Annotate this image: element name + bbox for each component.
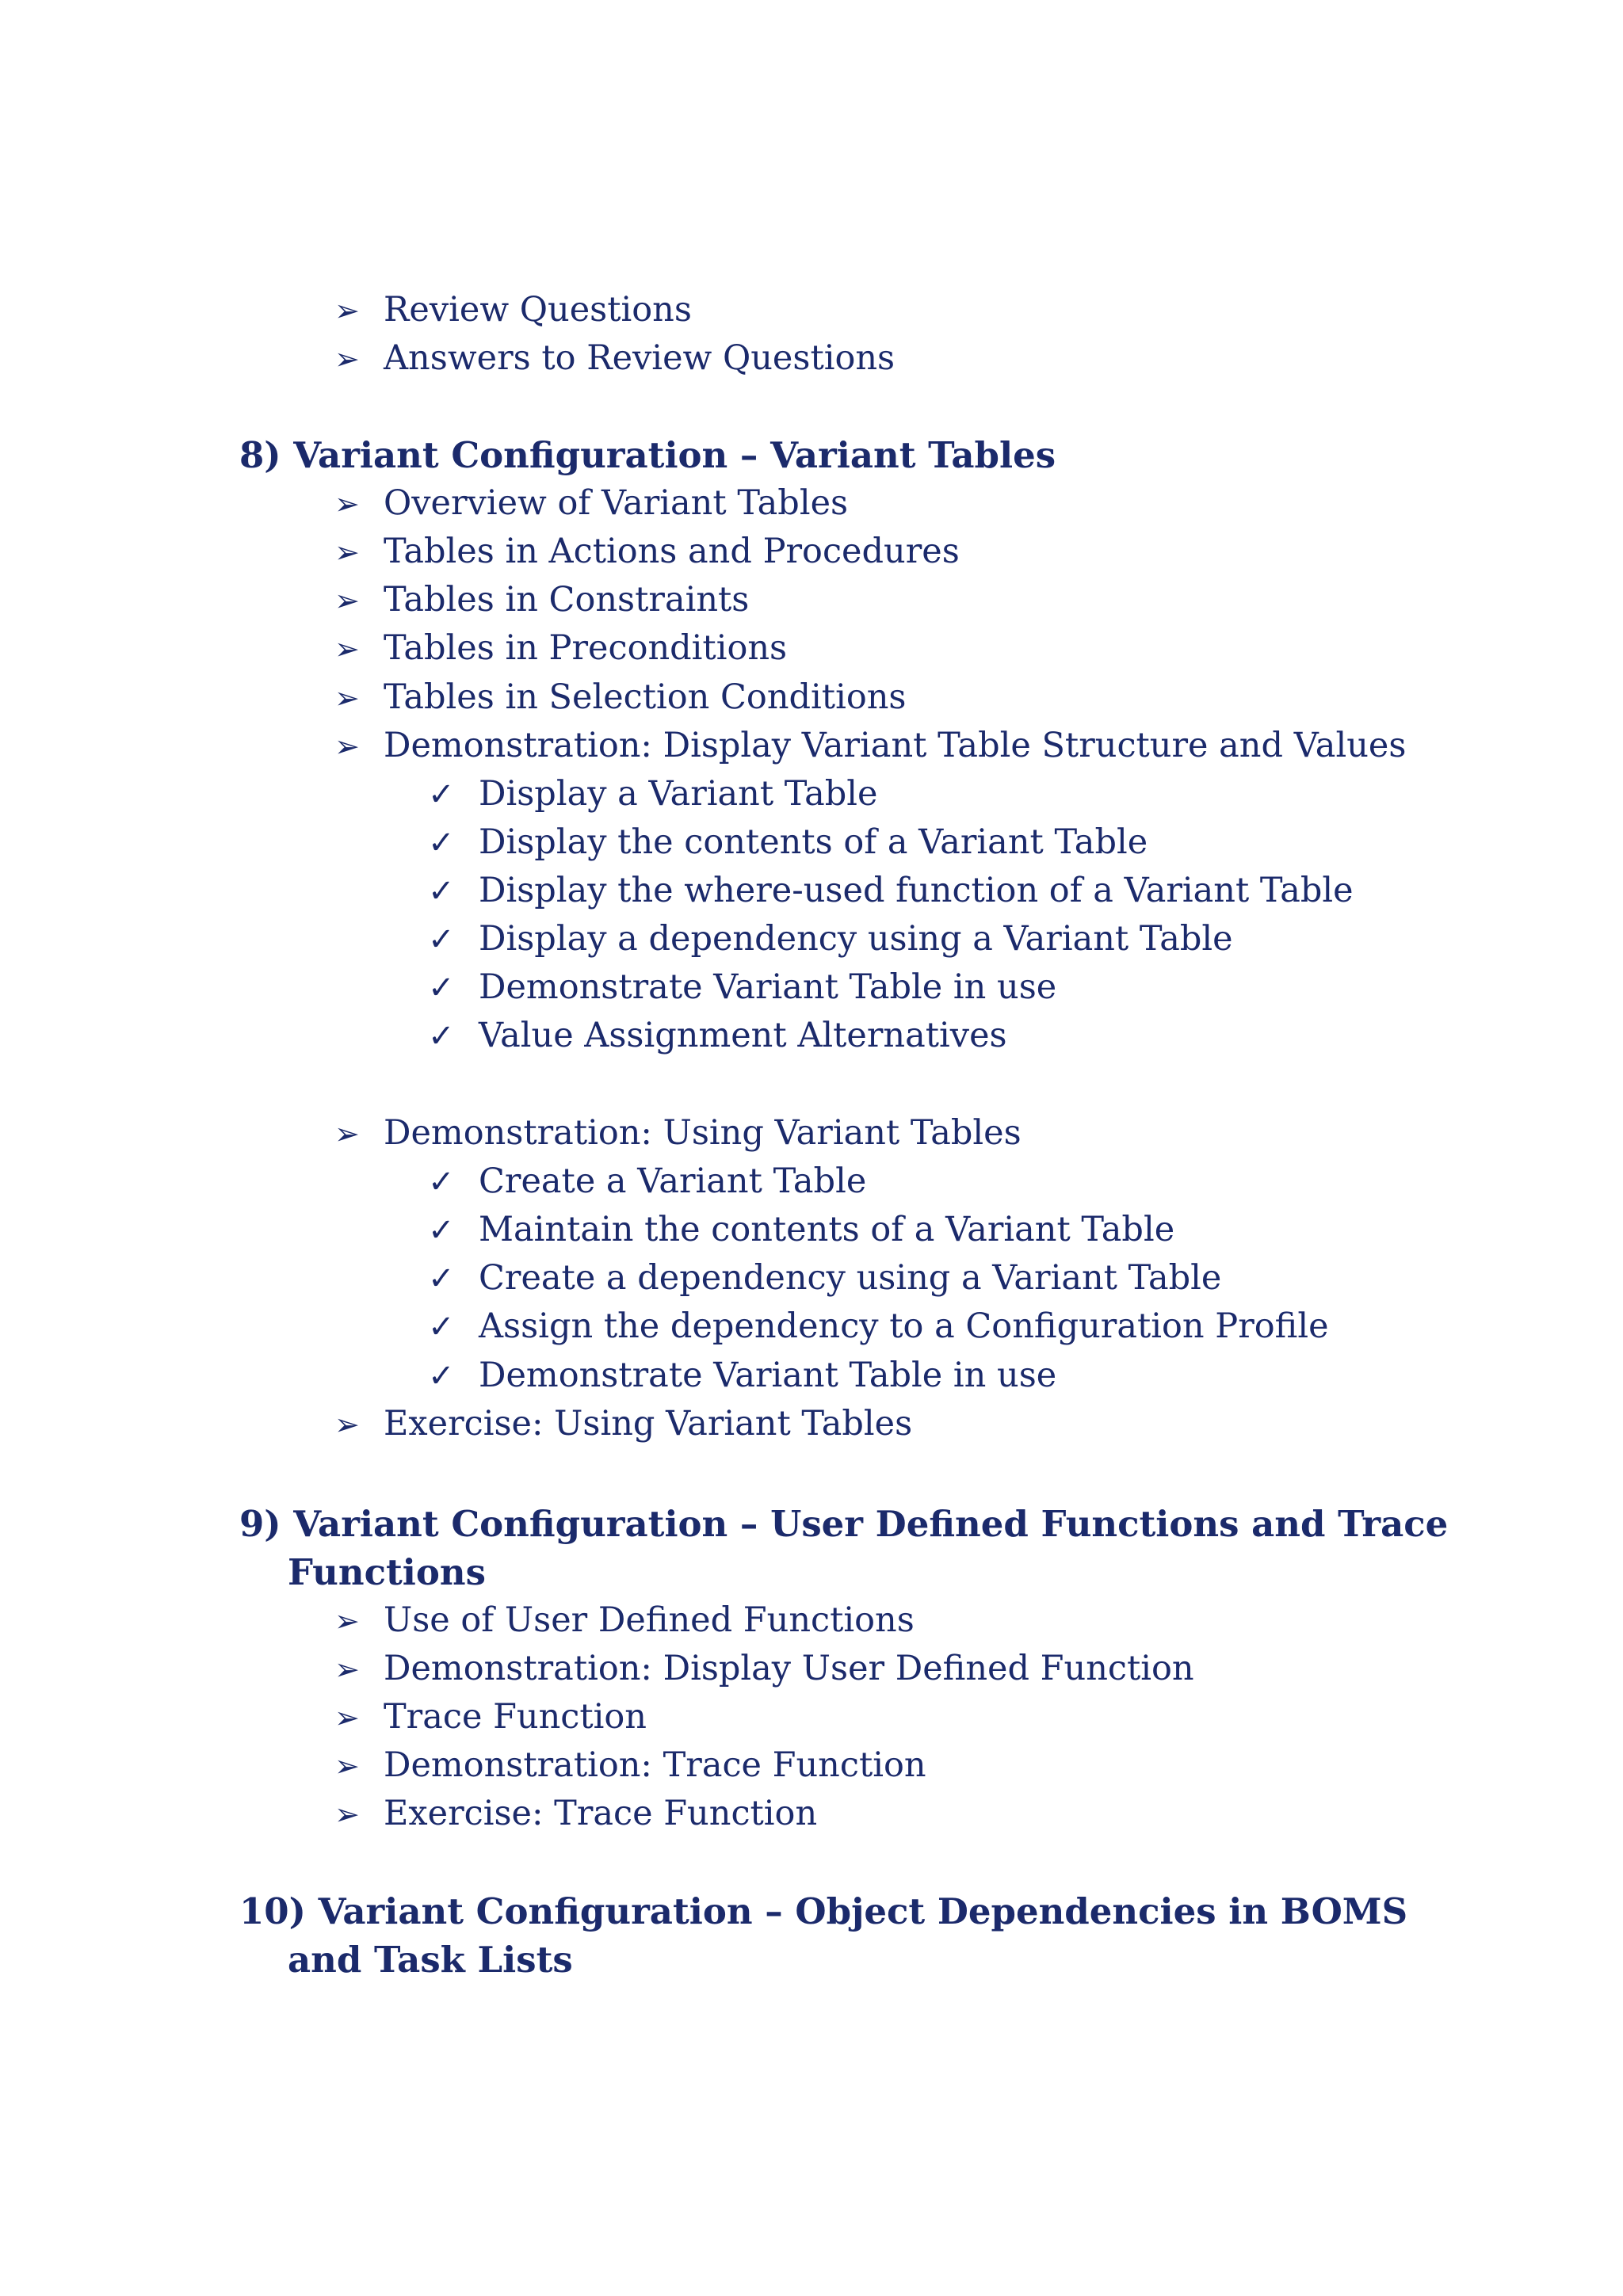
checkmark-icon: ✓ — [428, 1261, 455, 1297]
checkmark-icon: ✓ — [428, 1018, 455, 1055]
arrow-bullet-icon: ➢ — [334, 631, 360, 666]
checkmark-icon: ✓ — [428, 873, 455, 910]
arrow-bullet-icon: ➢ — [334, 1797, 360, 1832]
checkmark-icon: ✓ — [428, 1212, 455, 1249]
list-item: ➢ Overview of Variant Tables — [334, 479, 848, 528]
checkmark-icon: ✓ — [428, 970, 455, 1006]
list-item: ➢ Exercise: Using Variant Tables — [334, 1400, 912, 1449]
list-item: ➢ Review Questions — [334, 286, 692, 335]
list-item: ➢ Trace Function — [334, 1693, 647, 1742]
arrow-bullet-icon: ➢ — [334, 1652, 360, 1687]
list-item: ➢ Demonstration: Display User Defined Function — [334, 1645, 1194, 1694]
checkmark-icon: ✓ — [428, 1358, 455, 1394]
checkmark-icon: ✓ — [428, 1309, 455, 1345]
arrow-bullet-icon: ➢ — [334, 681, 360, 715]
sub-list-item: ✓ Display the contents of a Variant Table — [428, 818, 1148, 868]
list-item: ➢ Tables in Preconditions — [334, 624, 787, 673]
checkmark-icon: ✓ — [428, 921, 455, 958]
sub-list-item: ✓ Display the where-used function of a Variant Table — [428, 867, 1354, 916]
arrow-bullet-icon: ➢ — [334, 1749, 360, 1783]
arrow-bullet-icon: ➢ — [334, 1700, 360, 1735]
arrow-bullet-icon: ➢ — [334, 1407, 360, 1442]
arrow-bullet-icon: ➢ — [334, 1604, 360, 1638]
section-heading: 10) Variant Configuration – Object Dependencies in BOMS and Task Lists — [239, 1890, 1408, 1981]
arrow-bullet-icon: ➢ — [334, 729, 360, 764]
sub-list-item: ✓ Create a Variant Table — [428, 1158, 866, 1207]
list-item: ➢ Use of User Defined Functions — [334, 1596, 915, 1646]
list-item: ➢ Demonstration: Trace Function — [334, 1741, 926, 1791]
section-heading: 9) Variant Configuration – User Defined Functions and Trace Functions — [239, 1503, 1449, 1593]
arrow-bullet-icon: ➢ — [334, 1116, 360, 1151]
checkmark-icon: ✓ — [428, 1164, 455, 1200]
sub-list-item: ✓ Maintain the contents of a Variant Table — [428, 1206, 1174, 1255]
sub-list-item: ✓ Value Assignment Alternatives — [428, 1012, 1007, 1061]
checkmark-icon: ✓ — [428, 825, 455, 861]
list-item: ➢ Demonstration: Display Variant Table Structure and Values — [334, 722, 1406, 771]
list-item: ➢ Answers to Review Questions — [334, 334, 895, 383]
list-item: ➢ Exercise: Trace Function — [334, 1790, 817, 1839]
arrow-bullet-icon: ➢ — [334, 486, 360, 521]
sub-list-item: ✓ Demonstrate Variant Table in use — [428, 1352, 1056, 1401]
list-item: ➢ Tables in Constraints — [334, 576, 749, 625]
sub-list-item: ✓ Create a dependency using a Variant Table — [428, 1254, 1221, 1303]
arrow-bullet-icon: ➢ — [334, 341, 360, 376]
list-item: ➢ Tables in Selection Conditions — [334, 673, 906, 723]
sub-list-item: ✓ Display a dependency using a Variant Table — [428, 915, 1233, 964]
sub-list-item: ✓ Display a Variant Table — [428, 770, 878, 819]
section-heading: 8) Variant Configuration – Variant Tables — [239, 434, 1056, 476]
checkmark-icon: ✓ — [428, 776, 455, 813]
list-item: ➢ Demonstration: Using Variant Tables — [334, 1109, 1022, 1158]
list-item: ➢ Tables in Actions and Procedures — [334, 528, 960, 577]
sub-list-item: ✓ Assign the dependency to a Configuration Profile — [428, 1302, 1329, 1352]
arrow-bullet-icon: ➢ — [334, 535, 360, 570]
arrow-bullet-icon: ➢ — [334, 583, 360, 618]
sub-list-item: ✓ Demonstrate Variant Table in use — [428, 963, 1056, 1013]
arrow-bullet-icon: ➢ — [334, 293, 360, 328]
